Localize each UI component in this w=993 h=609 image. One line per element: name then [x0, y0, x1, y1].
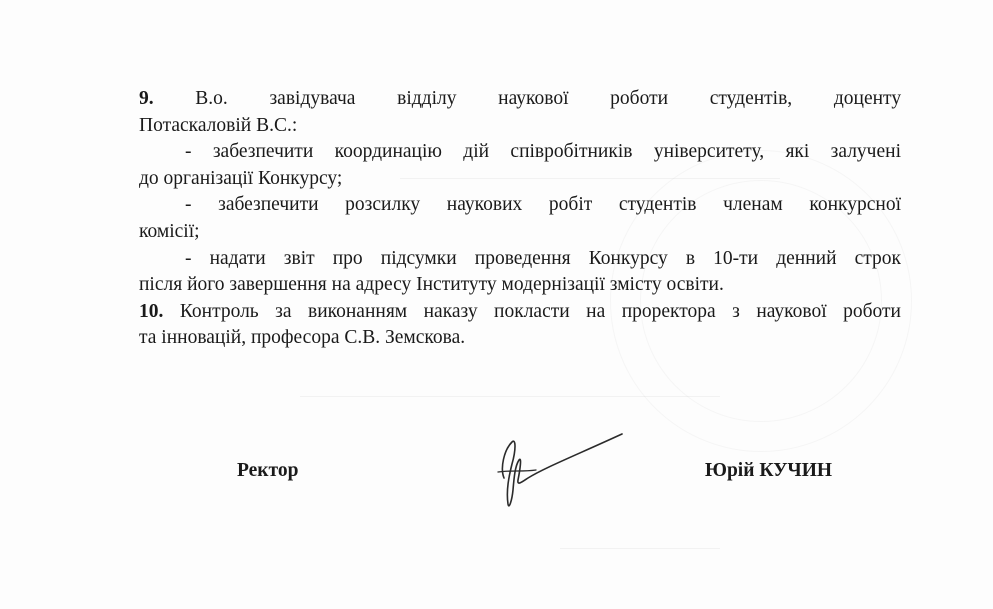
heading-word: В.о. — [195, 88, 228, 109]
heading-word: роботи — [610, 88, 669, 109]
heading-word: наукової — [498, 88, 569, 109]
position-title: Ректор — [237, 460, 299, 481]
heading-word: студентів, — [709, 88, 793, 109]
heading-word: доценту — [833, 88, 902, 109]
item-9-heading-rest: Потаскаловій В.С.: — [139, 114, 298, 136]
item-9-heading-line — [139, 86, 901, 113]
item-10-line: та інновацій, професора С.В. Земскова. — [139, 327, 466, 349]
item-10-line — [139, 299, 901, 326]
bullet-line: - забезпечити координацію дій співробітників університету, які залучені — [185, 141, 901, 163]
bullet-line: після його завершення на адресу Інституту модернізації змісту освіти. — [139, 274, 724, 296]
item-number: 10. — [139, 300, 164, 322]
heading-word: завідувача — [269, 88, 356, 109]
order-body — [139, 86, 901, 352]
heading-word: відділу — [397, 88, 457, 109]
scan-artifact — [300, 396, 720, 397]
bullet-line: до організації Конкурсу; — [139, 167, 343, 189]
bullet-line: - надати звіт про підсумки проведення Конкурсу в 10-ти денний строк — [185, 247, 901, 269]
bullet-line: комісії; — [139, 220, 200, 242]
signer-name: Юрій КУЧИН — [705, 460, 833, 481]
handwritten-signature — [482, 420, 632, 515]
bullet-line: - забезпечити розсилку наукових робіт студентів членам конкурсної — [185, 194, 901, 216]
item-number: 9. — [139, 88, 154, 109]
item-10-text: Контроль за виконанням наказу покласти на проректора з наукової роботи — [179, 300, 901, 322]
scan-artifact — [560, 548, 720, 549]
